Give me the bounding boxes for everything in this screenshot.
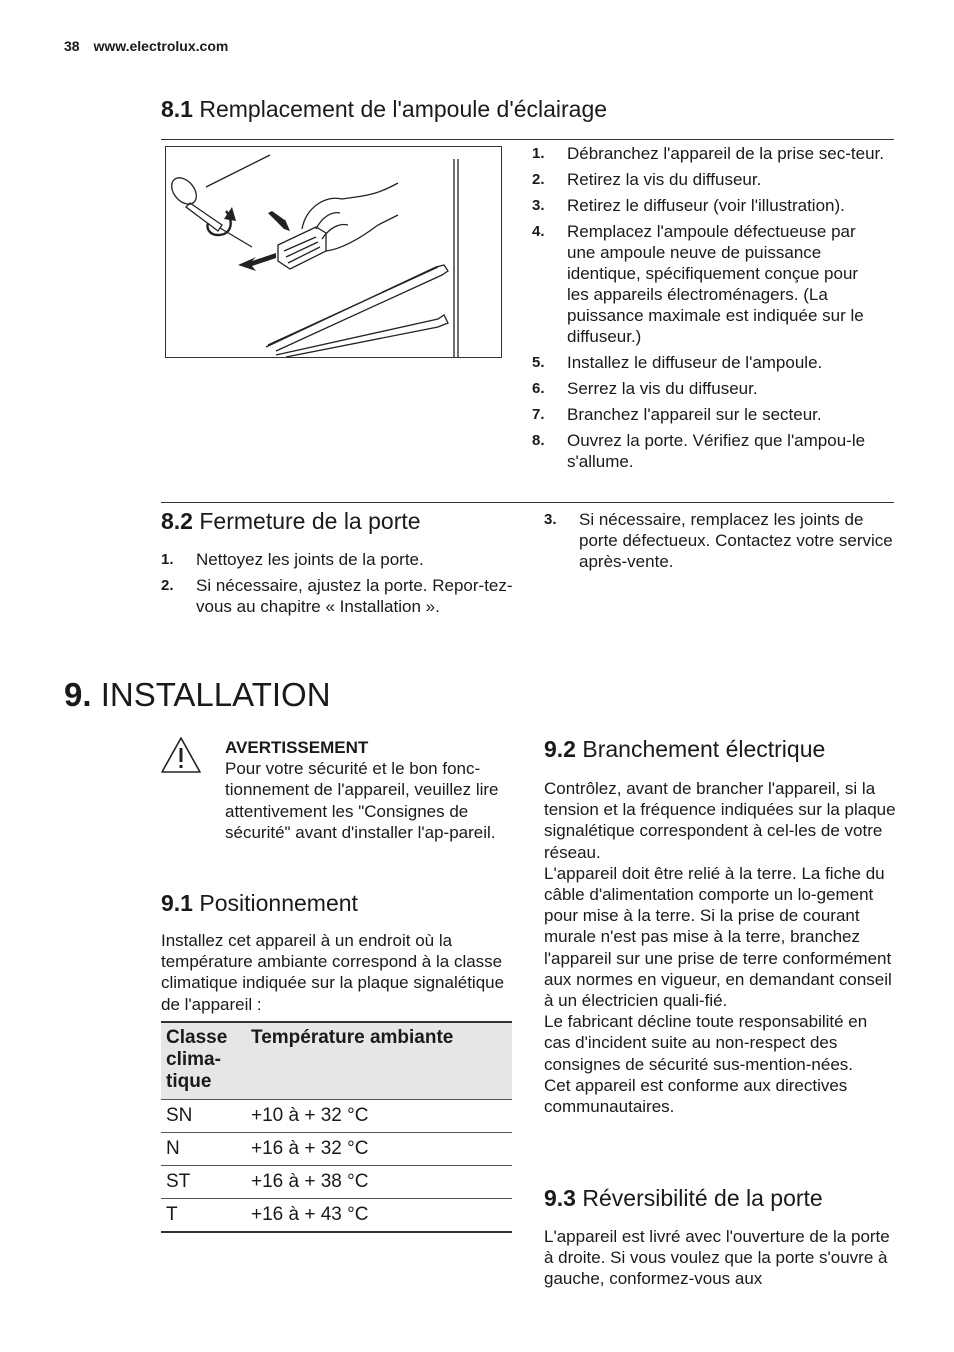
section-8-1-title bbox=[161, 96, 607, 123]
table-row: SN +10 à + 32 °C bbox=[161, 1100, 512, 1133]
section-title-text: Fermeture de la porte bbox=[199, 508, 421, 534]
chapter-title-text: INSTALLATION bbox=[100, 676, 331, 713]
section-title-text: Positionnement bbox=[199, 890, 358, 916]
table-row: ST +16 à + 38 °C bbox=[161, 1166, 512, 1199]
s93-text: L'appareil est livré avec l'ouverture de la porte à droite. Si vous voulez que la porte s'ouvre à gauche, conformez-vous aux bbox=[544, 1227, 890, 1289]
table-row: T +16 à + 43 °C bbox=[161, 1199, 512, 1233]
list-item: 3. Si nécessaire, remplacez les joints de porte défectueux. Contactez votre service après-vente. bbox=[544, 510, 893, 571]
illustration-drawing bbox=[166, 147, 501, 357]
chapter-number: 9. bbox=[64, 676, 92, 713]
table-row: N +16 à + 32 °C bbox=[161, 1133, 512, 1166]
warning-text: Pour votre sécurité et le bon fonc-tionnement de l'appareil, veuillez lire attentivement les "Consignes de sécurité" avant d'installer l'ap-pareil. bbox=[225, 759, 499, 842]
section-9-3-title bbox=[544, 1185, 823, 1212]
s91-text: Installez cet appareil à un endroit où la température ambiante correspond à la classe climatique indiquée sur la plaque signalétique de l'appareil : bbox=[161, 931, 505, 1014]
section-number: 9.2 bbox=[544, 736, 576, 762]
page-number: 38 bbox=[64, 38, 80, 54]
section-number: 8.2 bbox=[161, 508, 193, 534]
warning-block bbox=[225, 737, 515, 843]
section-title-text: Remplacement de l'ampoule d'éclairage bbox=[199, 96, 608, 122]
section-8-2-title bbox=[161, 508, 421, 535]
s92-text bbox=[544, 778, 896, 1117]
site-url: www.electrolux.com bbox=[93, 38, 229, 54]
section-title-text: Branchement électrique bbox=[582, 736, 826, 762]
section-9-1-title bbox=[161, 890, 358, 917]
list-item: 6. Serrez la vis du diffuseur. bbox=[532, 379, 758, 398]
climate-class-table bbox=[161, 1023, 512, 1233]
paragraph: Cet appareil est conforme aux directives communautaires. bbox=[544, 1075, 848, 1117]
section-rule bbox=[161, 139, 894, 140]
section-9-2-title bbox=[544, 736, 825, 763]
paragraph: Contrôlez, avant de brancher l'appareil, si la tension et la fréquence indiquées sur la plaque signalétique correspondent à cel-les de votre réseau. bbox=[544, 779, 896, 862]
section-title-text: Réversibilité de la porte bbox=[582, 1185, 823, 1211]
paragraph: L'appareil doit être relié à la terre. La fiche du câble d'alimentation comporte un lo-gement pour mise à la terre. Si la prise de courant murale n'est pas mise à la terre, branchez l'appareil sur une prise de terre conformément aux normes en vigueur, en demandant conseil à un électricien quali-fié. bbox=[544, 863, 892, 1011]
column-header: Température ambiante bbox=[246, 1023, 512, 1100]
paragraph: Le fabricant décline toute responsabilité en cas d'incident suite au non-respect des consignes de sécurité sus-mention-nées. bbox=[544, 1012, 868, 1074]
list-item: 2. Retirez la vis du diffuseur. bbox=[532, 170, 762, 189]
section-number: 9.3 bbox=[544, 1185, 576, 1211]
list-item: 5. Installez le diffuseur de l'ampoule. bbox=[532, 353, 823, 372]
section-number: 8.1 bbox=[161, 96, 193, 122]
s82-steps-list-left bbox=[161, 549, 513, 622]
column-header: Classe clima-tique bbox=[161, 1023, 246, 1100]
list-item: 1. Nettoyez les joints de la porte. bbox=[161, 550, 424, 569]
table-header-row bbox=[161, 1023, 512, 1100]
list-item: 7. Branchez l'appareil sur le secteur. bbox=[532, 405, 822, 424]
list-item: 4. Remplacez l'ampoule défectueuse par une ampoule neuve de puissance identique, spécifiquement conçue pour les appareils électroménagers. (La puissance maximale est indiquée sur le diffuseur.) bbox=[532, 222, 864, 346]
list-item: 3. Retirez le diffuseur (voir l'illustration). bbox=[532, 196, 845, 215]
list-item: 8. Ouvrez la porte. Vérifiez que l'ampou-le s'allume. bbox=[532, 431, 866, 471]
bulb-replacement-illustration bbox=[165, 146, 502, 358]
section-number: 9.1 bbox=[161, 890, 193, 916]
warning-icon bbox=[159, 735, 203, 780]
section-rule bbox=[161, 502, 894, 503]
chapter-9-title bbox=[64, 676, 331, 714]
list-item: 2. Si nécessaire, ajustez la porte. Repor-tez-vous au chapitre « Installation ». bbox=[161, 576, 513, 616]
s82-steps-list-right bbox=[544, 509, 894, 577]
page-header bbox=[64, 38, 228, 54]
s81-steps-list bbox=[532, 143, 884, 477]
warning-title: AVERTISSEMENT bbox=[225, 738, 369, 757]
list-item: 1. Débranchez l'appareil de la prise sec-teur. bbox=[532, 144, 884, 163]
